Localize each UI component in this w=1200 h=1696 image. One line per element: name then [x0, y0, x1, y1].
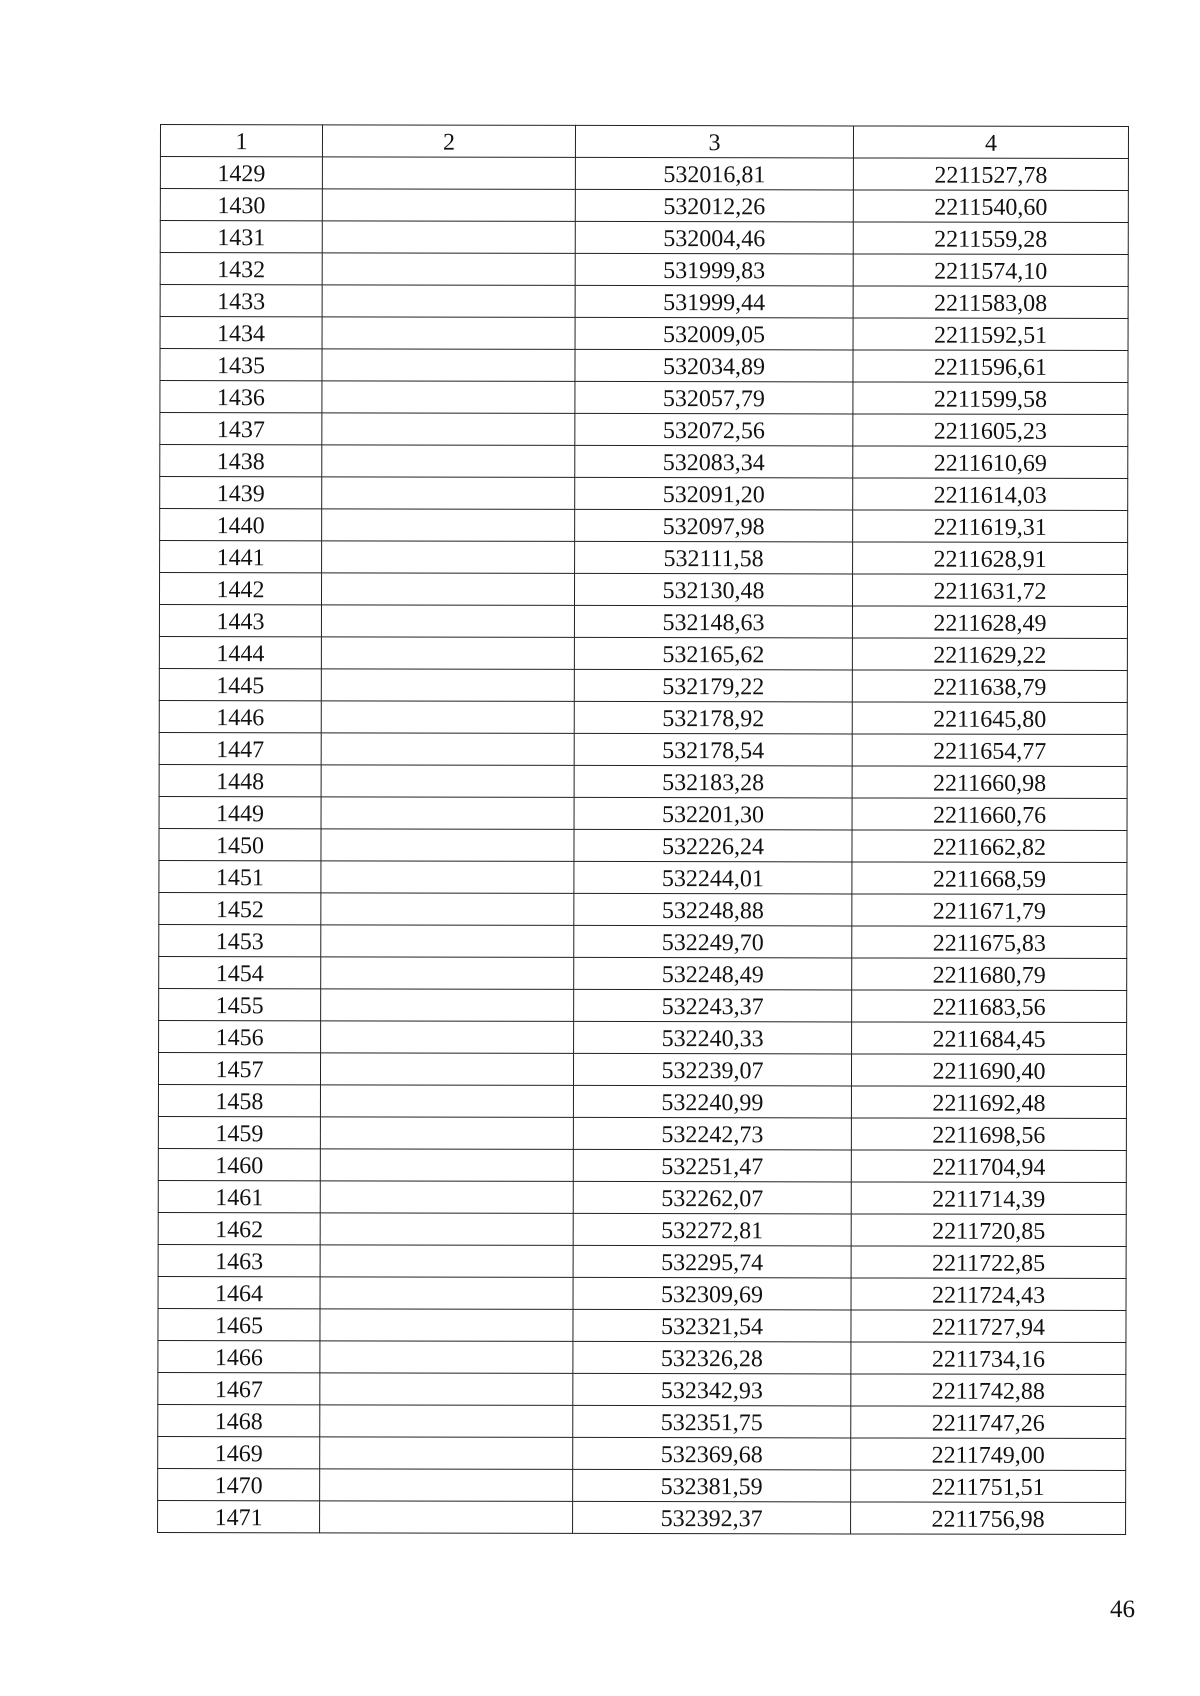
x-coordinate-cell: 532097,98 — [575, 509, 853, 542]
point-number-cell: 1442 — [159, 573, 321, 605]
table-row — [158, 1276, 1126, 1310]
table-row — [160, 381, 1128, 415]
point-number-cell: 1456 — [159, 1020, 321, 1052]
blank-cell-cell — [320, 1341, 573, 1374]
x-coordinate-cell: 532009,05 — [575, 317, 853, 350]
x-coordinate-cell: 532326,28 — [573, 1341, 851, 1374]
blank-cell-cell — [321, 829, 574, 862]
x-coordinate-cell: 532148,63 — [574, 605, 852, 638]
table-row — [159, 668, 1127, 702]
x-coordinate-cell: 531999,44 — [575, 285, 853, 318]
y-coordinate-cell: 2211734,16 — [851, 1342, 1126, 1375]
point-number-cell: 1443 — [159, 605, 321, 637]
blank-cell-cell — [320, 1117, 573, 1150]
x-coordinate-cell: 532392,37 — [573, 1501, 851, 1534]
blank-cell-cell — [322, 221, 575, 254]
y-coordinate-cell: 2211749,00 — [851, 1438, 1126, 1471]
point-number-cell: 1469 — [158, 1436, 320, 1468]
table-row — [158, 1340, 1126, 1374]
blank-cell-cell — [322, 541, 575, 574]
table-row — [159, 605, 1127, 639]
table-row — [159, 573, 1127, 607]
y-coordinate-cell: 2211704,94 — [851, 1150, 1126, 1183]
x-coordinate-cell: 532243,37 — [574, 989, 852, 1022]
x-coordinate-cell: 532012,26 — [575, 189, 853, 222]
blank-cell-cell — [322, 189, 575, 222]
point-number-cell: 1445 — [159, 668, 321, 700]
x-coordinate-cell: 532016,81 — [575, 157, 853, 190]
point-number-cell: 1450 — [159, 828, 321, 860]
table-row — [158, 1468, 1126, 1502]
table-row — [159, 732, 1127, 766]
x-coordinate-cell: 532249,70 — [574, 925, 852, 958]
blank-cell-cell — [321, 861, 574, 894]
table-row — [158, 1084, 1126, 1118]
x-coordinate-cell: 532342,93 — [573, 1373, 851, 1406]
blank-cell-cell — [322, 349, 575, 382]
y-coordinate-cell: 2211684,45 — [852, 1022, 1127, 1055]
blank-cell-cell — [321, 957, 574, 990]
point-number-cell: 1464 — [158, 1276, 320, 1308]
y-coordinate-cell: 2211660,76 — [852, 798, 1127, 831]
table-row — [160, 221, 1128, 255]
table-row — [159, 860, 1127, 894]
y-coordinate-cell: 2211645,80 — [852, 702, 1127, 735]
table-row — [159, 956, 1127, 990]
x-coordinate-cell: 532381,59 — [573, 1469, 851, 1502]
point-number-cell: 1439 — [160, 477, 322, 509]
table-body — [158, 157, 1129, 1535]
point-number-cell: 1453 — [159, 924, 321, 956]
blank-cell-cell — [322, 253, 575, 286]
point-number-cell: 1449 — [159, 796, 321, 828]
point-number-cell: 1461 — [158, 1180, 320, 1212]
y-coordinate-cell: 2211638,79 — [852, 670, 1127, 703]
point-number-cell: 1455 — [159, 988, 321, 1020]
table-row — [158, 1500, 1126, 1534]
point-number-cell: 1437 — [160, 413, 322, 445]
x-coordinate-cell: 532201,30 — [574, 797, 852, 830]
x-coordinate-cell: 532183,28 — [574, 765, 852, 798]
y-coordinate-cell: 2211631,72 — [852, 574, 1127, 607]
blank-cell-cell — [320, 1181, 573, 1214]
x-coordinate-cell: 532295,74 — [573, 1245, 851, 1278]
y-coordinate-cell: 2211742,88 — [851, 1374, 1126, 1407]
y-coordinate-cell: 2211629,22 — [852, 638, 1127, 671]
y-coordinate-cell: 2211690,40 — [851, 1054, 1126, 1087]
x-coordinate-cell: 531999,83 — [575, 253, 853, 286]
x-coordinate-cell: 532179,22 — [574, 669, 852, 702]
blank-cell-cell — [321, 669, 574, 702]
blank-cell-cell — [320, 1085, 573, 1118]
point-number-cell: 1430 — [160, 189, 322, 221]
y-coordinate-cell: 2211628,49 — [852, 606, 1127, 639]
table-row — [159, 700, 1127, 734]
y-coordinate-cell: 2211680,79 — [852, 958, 1127, 991]
blank-cell-cell — [321, 989, 574, 1022]
y-coordinate-cell: 2211540,60 — [853, 190, 1128, 223]
y-coordinate-cell: 2211596,61 — [853, 350, 1128, 383]
blank-cell-cell — [322, 317, 575, 350]
table-row — [160, 349, 1128, 383]
x-coordinate-cell: 532272,81 — [573, 1213, 851, 1246]
blank-cell-cell — [322, 413, 575, 446]
point-number-cell: 1441 — [160, 541, 322, 573]
x-coordinate-cell: 532369,68 — [573, 1437, 851, 1470]
blank-cell-cell — [321, 797, 574, 830]
x-coordinate-cell: 532004,46 — [575, 221, 853, 254]
x-coordinate-cell: 532262,07 — [573, 1181, 851, 1214]
header-row — [160, 125, 1128, 159]
table-row — [158, 1436, 1126, 1470]
table-row — [160, 509, 1128, 543]
x-coordinate-cell: 532351,75 — [573, 1405, 851, 1438]
x-coordinate-cell: 532321,54 — [573, 1309, 851, 1342]
blank-cell-cell — [320, 1277, 573, 1310]
point-number-cell: 1448 — [159, 764, 321, 796]
y-coordinate-cell: 2211619,31 — [853, 510, 1128, 543]
y-coordinate-cell: 2211724,43 — [851, 1278, 1126, 1311]
column-header-1: 1 — [160, 125, 322, 157]
x-coordinate-cell: 532226,24 — [574, 829, 852, 862]
blank-cell-cell — [322, 509, 575, 542]
x-coordinate-cell: 532111,58 — [575, 541, 853, 574]
y-coordinate-cell: 2211605,23 — [853, 414, 1128, 447]
blank-cell-cell — [320, 1149, 573, 1182]
y-coordinate-cell: 2211683,56 — [852, 990, 1127, 1023]
table-row — [160, 189, 1128, 223]
y-coordinate-cell: 2211751,51 — [851, 1470, 1126, 1503]
point-number-cell: 1436 — [160, 381, 322, 413]
blank-cell-cell — [321, 925, 574, 958]
point-number-cell: 1451 — [159, 860, 321, 892]
table-row — [159, 764, 1127, 798]
point-number-cell: 1468 — [158, 1404, 320, 1436]
y-coordinate-cell: 2211747,26 — [851, 1406, 1126, 1439]
blank-cell-cell — [320, 1245, 573, 1278]
y-coordinate-cell: 2211654,77 — [852, 734, 1127, 767]
table-row — [158, 1052, 1126, 1086]
point-number-cell: 1459 — [158, 1116, 320, 1148]
table-row — [159, 796, 1127, 830]
y-coordinate-cell: 2211692,48 — [851, 1086, 1126, 1119]
x-coordinate-cell: 532244,01 — [574, 861, 852, 894]
point-number-cell: 1462 — [158, 1212, 320, 1244]
table-row — [159, 1020, 1127, 1054]
table-row — [160, 541, 1128, 575]
table-row — [158, 1308, 1126, 1342]
point-number-cell: 1447 — [159, 732, 321, 764]
blank-cell-cell — [322, 381, 575, 414]
point-number-cell: 1471 — [158, 1500, 320, 1532]
table-row — [158, 1404, 1126, 1438]
table-row — [160, 253, 1128, 287]
x-coordinate-cell: 532240,33 — [574, 1021, 852, 1054]
blank-cell-cell — [322, 445, 575, 478]
x-coordinate-cell: 532057,79 — [575, 381, 853, 414]
y-coordinate-cell: 2211574,10 — [853, 254, 1128, 287]
point-number-cell: 1457 — [158, 1052, 320, 1084]
y-coordinate-cell: 2211668,59 — [852, 862, 1127, 895]
point-number-cell: 1432 — [160, 253, 322, 285]
table-row — [158, 1212, 1126, 1246]
blank-cell-cell — [320, 1469, 573, 1502]
y-coordinate-cell: 2211614,03 — [853, 478, 1128, 511]
y-coordinate-cell: 2211527,78 — [853, 158, 1128, 191]
blank-cell-cell — [321, 1021, 574, 1054]
y-coordinate-cell: 2211628,91 — [853, 542, 1128, 575]
x-coordinate-cell: 532083,34 — [575, 445, 853, 478]
point-number-cell: 1435 — [160, 349, 322, 381]
x-coordinate-cell: 532240,99 — [573, 1085, 851, 1118]
point-number-cell: 1434 — [160, 317, 322, 349]
y-coordinate-cell: 2211756,98 — [851, 1502, 1126, 1535]
column-header-3: 3 — [575, 125, 853, 158]
y-coordinate-cell: 2211675,83 — [852, 926, 1127, 959]
page-number: 46 — [1110, 1596, 1135, 1623]
table-row — [160, 157, 1128, 191]
y-coordinate-cell: 2211727,94 — [851, 1310, 1126, 1343]
y-coordinate-cell: 2211559,28 — [853, 222, 1128, 255]
x-coordinate-cell: 532248,49 — [574, 957, 852, 990]
point-number-cell: 1440 — [160, 509, 322, 541]
point-number-cell: 1429 — [160, 157, 322, 189]
point-number-cell: 1458 — [158, 1084, 320, 1116]
x-coordinate-cell: 532242,73 — [573, 1117, 851, 1150]
table-row — [159, 828, 1127, 862]
point-number-cell: 1431 — [160, 221, 322, 253]
point-number-cell: 1466 — [158, 1340, 320, 1372]
table-row — [159, 988, 1127, 1022]
table-row — [159, 636, 1127, 670]
y-coordinate-cell: 2211660,98 — [852, 766, 1127, 799]
point-number-cell: 1465 — [158, 1308, 320, 1340]
y-coordinate-cell: 2211722,85 — [851, 1246, 1126, 1279]
x-coordinate-cell: 532034,89 — [575, 349, 853, 382]
blank-cell-cell — [321, 733, 574, 766]
table-row — [160, 477, 1128, 511]
table-row — [160, 445, 1128, 479]
table-row — [160, 317, 1128, 351]
point-number-cell: 1463 — [158, 1244, 320, 1276]
blank-cell-cell — [321, 605, 574, 638]
x-coordinate-cell: 532178,92 — [574, 701, 852, 734]
x-coordinate-cell: 532072,56 — [575, 413, 853, 446]
blank-cell-cell — [322, 477, 575, 510]
table-row — [160, 285, 1128, 319]
point-number-cell: 1460 — [158, 1148, 320, 1180]
blank-cell-cell — [321, 765, 574, 798]
y-coordinate-cell: 2211662,82 — [852, 830, 1127, 863]
y-coordinate-cell: 2211583,08 — [853, 286, 1128, 319]
x-coordinate-cell: 532130,48 — [574, 573, 852, 606]
x-coordinate-cell: 532178,54 — [574, 733, 852, 766]
column-header-2: 2 — [322, 125, 575, 158]
x-coordinate-cell: 532248,88 — [574, 893, 852, 926]
x-coordinate-cell: 532309,69 — [573, 1277, 851, 1310]
blank-cell-cell — [321, 893, 574, 926]
y-coordinate-cell: 2211671,79 — [852, 894, 1127, 927]
point-number-cell: 1467 — [158, 1372, 320, 1404]
blank-cell-cell — [320, 1501, 573, 1534]
blank-cell-cell — [320, 1405, 573, 1438]
point-number-cell: 1433 — [160, 285, 322, 317]
y-coordinate-cell: 2211592,51 — [853, 318, 1128, 351]
blank-cell-cell — [321, 701, 574, 734]
table-row — [158, 1372, 1126, 1406]
table-row — [159, 892, 1127, 926]
column-header-4: 4 — [853, 126, 1128, 159]
point-number-cell: 1446 — [159, 700, 321, 732]
point-number-cell: 1470 — [158, 1468, 320, 1500]
blank-cell-cell — [320, 1309, 573, 1342]
table-row — [158, 1244, 1126, 1278]
table-row — [158, 1116, 1126, 1150]
blank-cell-cell — [322, 157, 575, 190]
blank-cell-cell — [320, 1373, 573, 1406]
table-header — [160, 125, 1128, 159]
x-coordinate-cell: 532165,62 — [574, 637, 852, 670]
blank-cell-cell — [321, 573, 574, 606]
y-coordinate-cell: 2211698,56 — [851, 1118, 1126, 1151]
point-number-cell: 1452 — [159, 892, 321, 924]
table-row — [160, 413, 1128, 447]
blank-cell-cell — [320, 1053, 573, 1086]
table-row — [158, 1180, 1126, 1214]
point-number-cell: 1444 — [159, 636, 321, 668]
blank-cell-cell — [322, 285, 575, 318]
point-number-cell: 1438 — [160, 445, 322, 477]
y-coordinate-cell: 2211720,85 — [851, 1214, 1126, 1247]
table-row — [159, 924, 1127, 958]
x-coordinate-cell: 532239,07 — [573, 1053, 851, 1086]
y-coordinate-cell: 2211610,69 — [853, 446, 1128, 479]
point-number-cell: 1454 — [159, 956, 321, 988]
x-coordinate-cell: 532091,20 — [575, 477, 853, 510]
table-row — [158, 1148, 1126, 1182]
blank-cell-cell — [320, 1213, 573, 1246]
blank-cell-cell — [320, 1437, 573, 1470]
y-coordinate-cell: 2211599,58 — [853, 382, 1128, 415]
y-coordinate-cell: 2211714,39 — [851, 1182, 1126, 1215]
blank-cell-cell — [321, 637, 574, 670]
coordinates-table — [157, 124, 1129, 1535]
x-coordinate-cell: 532251,47 — [573, 1149, 851, 1182]
